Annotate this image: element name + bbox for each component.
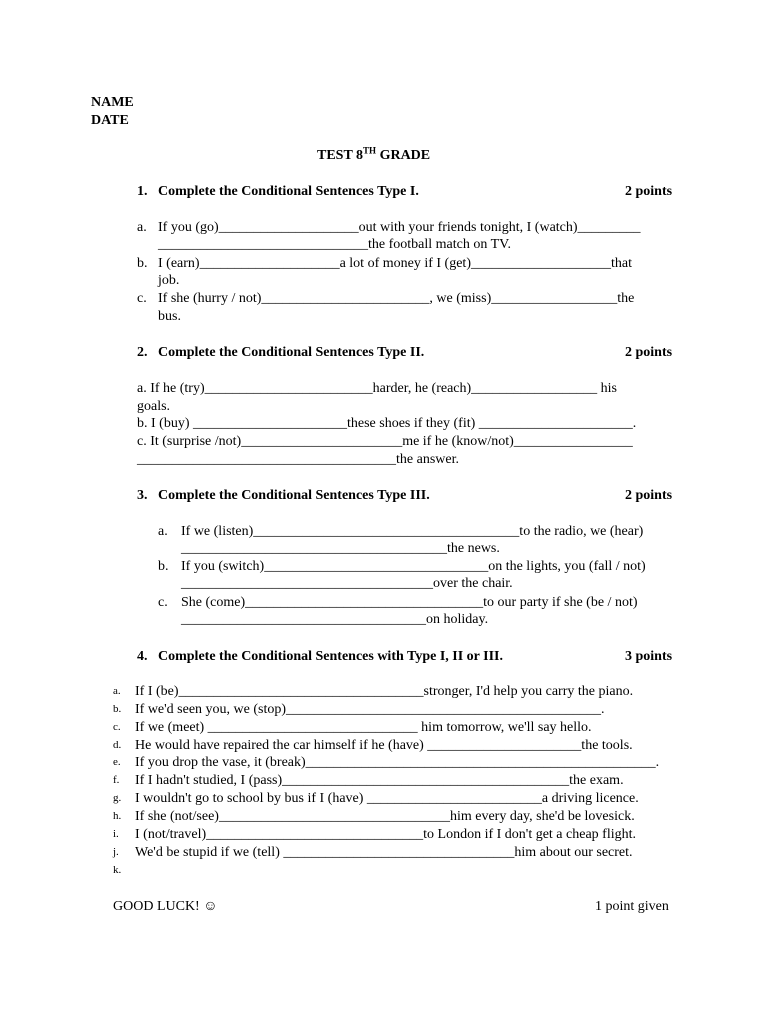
s3-item-b-line1: If you (switch)________________________________on the lights, you (fall / not) [181,559,646,574]
s3-item-a-line1: If we (listen)______________________________________to the radio, we (hear) [181,524,644,539]
s4-item-text: If she (not/see)_________________________________him every day, she'd be lovesick. [135,809,635,824]
s1-item-c-line2: bus. [158,309,181,324]
title-text: TEST 8 [317,148,364,163]
section-4-heading: 4. Complete the Conditional Sentences with Type I, II or III. [137,649,503,664]
s4-item-text: He would have repaired the car himself if he (have) ______________________the tools. [135,738,633,753]
s4-item-label: g. [113,792,122,804]
s4-item-text: I (not/travel)_______________________________to London if I don't get a cheap flight. [135,827,636,842]
s1-item-b-line2: job. [158,273,180,288]
s1-item-c-line1: If she (hurry / not)________________________, we (miss)__________________the [158,291,635,306]
s4-item-label: i. [113,828,119,840]
s4-item-text: If we'd seen you, we (stop)_____________________________________________. [135,702,605,717]
s4-item-label: e. [113,756,121,768]
date-label: DATE [91,113,129,128]
s3-item-c-line1: She (come)__________________________________to our party if she (be / not) [181,595,638,610]
s3-item-label: b. [158,559,169,574]
section-2-points: 2 points [625,345,673,360]
s1-item-b-line1: I (earn)____________________a lot of money if I (get)____________________that [158,256,632,271]
s4-item-label: k. [113,864,122,876]
title-superscript: TH [363,145,377,156]
s1-item-label: a. [137,220,147,235]
section-1-heading: 1. Complete the Conditional Sentences Type I. [137,184,419,199]
point-given-text: 1 point given [595,899,669,914]
s2-line: c. It (surprise /not)_______________________me if he (know/not)_________________ [137,434,633,449]
s2-line: b. I (buy) ______________________these shoes if they (fit) ______________________. [137,416,637,431]
s4-item-label: h. [113,810,122,822]
s2-line: _____________________________________the answer. [137,452,459,467]
s4-item-label: c. [113,721,121,733]
s3-item-label: a. [158,524,168,539]
s4-item-text: If we (meet) ______________________________ him tomorrow, we'll say hello. [135,720,592,735]
s1-item-a-line1: If you (go)____________________out with your friends tonight, I (watch)_________ [158,220,641,235]
title-grade: GRADE [376,148,431,163]
s4-item-text: If I hadn't studied, I (pass)_________________________________________the exam. [135,773,624,788]
s2-line: a. If he (try)________________________harder, he (reach)__________________ his [137,381,617,396]
section-1-points: 2 points [625,184,673,199]
s4-item-text: We'd be stupid if we (tell) _________________________________him about our secret. [135,845,633,860]
s3-item-label: c. [158,595,168,610]
s4-item-text: If you drop the vase, it (break)__________________________________________________. [135,755,660,770]
s3-item-c-line2: ___________________________________on holiday. [181,612,489,627]
s1-item-label: c. [137,291,147,306]
section-3-heading: 3. Complete the Conditional Sentences Type III. [137,488,430,503]
s4-item-label: a. [113,685,121,697]
s4-item-label: j. [113,846,119,858]
section-3-points: 2 points [625,488,673,503]
good-luck-text: GOOD LUCK! ☺ [113,899,218,914]
page-title [317,147,430,164]
s4-item-text: I wouldn't go to school by bus if I (have) _________________________a driving licence. [135,791,639,806]
s4-item-label: f. [113,774,120,786]
s1-item-a-line2: ______________________________the football match on TV. [158,237,511,252]
s2-line: goals. [137,399,171,414]
section-2-heading: 2. Complete the Conditional Sentences Type II. [137,345,425,360]
s4-item-text: If I (be)___________________________________stronger, I'd help you carry the piano. [135,684,634,699]
s3-item-b-line2: ____________________________________over the chair. [181,576,513,591]
s3-item-a-line2: ______________________________________the news. [181,541,500,556]
s4-item-label: b. [113,703,122,715]
s1-item-label: b. [137,256,148,271]
name-label: NAME [91,95,134,110]
section-4-points: 3 points [625,649,673,664]
s4-item-label: d. [113,739,122,751]
